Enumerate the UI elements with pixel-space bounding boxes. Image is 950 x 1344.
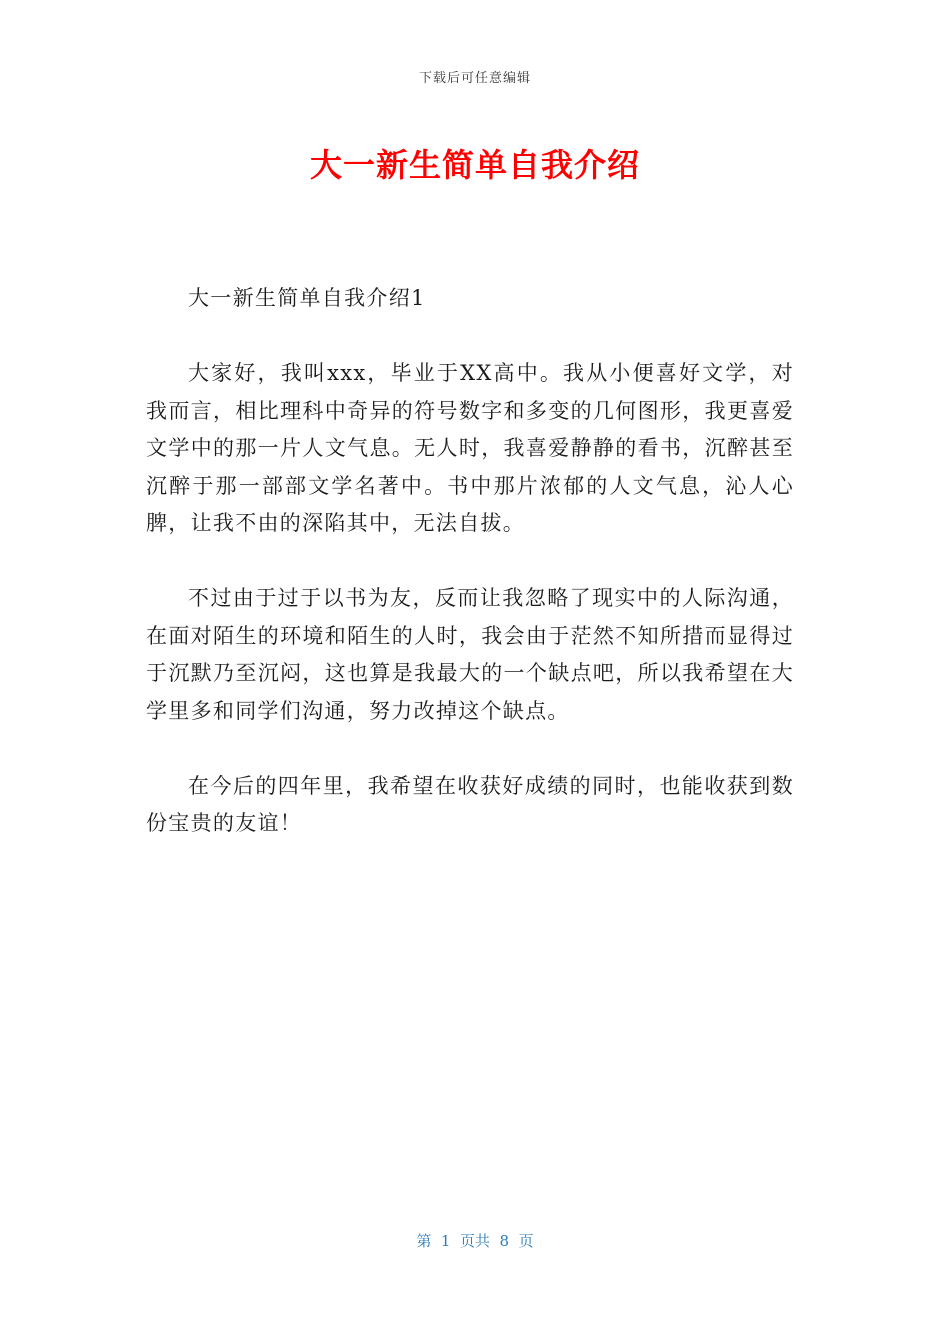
page-number-footer: 第 1 页共 8 页 bbox=[416, 1232, 534, 1250]
section-heading: 大一新生简单自我介绍1 bbox=[188, 286, 426, 310]
paragraph-introduction: 大家好，我叫xxx，毕业于XX高中。我从小便喜好文学，对我而言，相比理科中奇异的符号数字和多变的几何图形，我更喜爱文学中的那一片人文气息。无人时，我喜爱静静的看书，沉醉甚至沉醉于那一部部文学名著中。书中那片浓郁的人文气息，沁人心脾，让我不由的深陷其中，无法自拔。 bbox=[146, 361, 794, 535]
paragraph-weakness: 不过由于过于以书为友，反而让我忽略了现实中的人际沟通，在面对陌生的环境和陌生的人时，我会由于茫然不知所措而显得过于沉默乃至沉闷，这也算是我最大的一个缺点吧，所以我希望在大学里多和同学们沟通，努力改掉这个缺点。 bbox=[146, 586, 794, 723]
document-body bbox=[146, 280, 794, 843]
document-title: 大一新生简单自我介绍 bbox=[309, 146, 640, 184]
header-note: 下载后可任意编辑 bbox=[418, 71, 531, 86]
paragraph-hope: 在今后的四年里，我希望在收获好成绩的同时，也能收获到数份宝贵的友谊！ bbox=[146, 773, 794, 835]
